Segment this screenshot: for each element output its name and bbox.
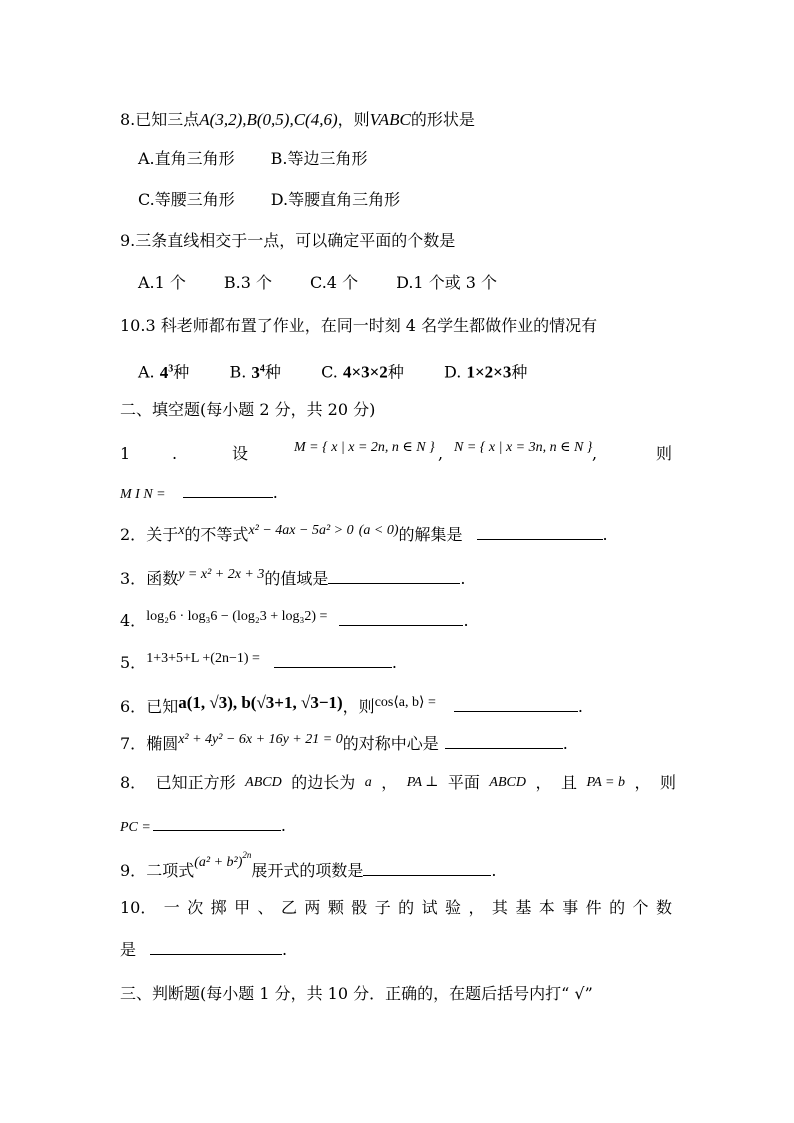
option-d-label: D. (444, 362, 462, 382)
fill-2-blank[interactable] (477, 523, 603, 540)
fill-7-t1: 椭圆 (146, 734, 179, 753)
fill-10-char: 件 (585, 898, 602, 917)
fill-10-char: 甲 (234, 898, 251, 917)
fill-1-set-m: M = { x | x = 2n, n ∈ N } (294, 440, 435, 455)
fill-8-t3: ， (381, 773, 398, 792)
option-c-label: C. (321, 362, 338, 382)
fill-2-number: 2． (120, 525, 147, 544)
question-8-points: A(3,2),B(0,5),C(4,6) (199, 110, 338, 129)
question-8-options-row1 (138, 147, 368, 171)
fill-2-t2: 的不等式 (184, 525, 249, 544)
fill-8-end: . (280, 816, 286, 835)
question-8-mid: ，则 (337, 110, 370, 129)
option-a: A.1 个 (138, 273, 186, 292)
fill-8-m2: a (364, 775, 372, 790)
fill-8-t8: 则 (659, 773, 676, 792)
question-8-triangle: VABC (369, 110, 411, 129)
fill-9-math: (a² + b²) (194, 855, 243, 870)
fill-8-t5: ， (535, 773, 552, 792)
option-c: C.等腰三角形 (138, 190, 235, 209)
fill-10-line1 (120, 896, 672, 920)
fill-10-char: 个 (632, 898, 649, 917)
question-8-options-row2 (138, 188, 400, 212)
fill-10-char: 两 (304, 898, 321, 917)
fill-1-dot: . (172, 444, 178, 463)
question-10-options (138, 357, 527, 385)
option-a-unit: 种 (173, 362, 190, 382)
fill-3-t1: 函数 (146, 569, 179, 588)
fill-10-char: 试 (421, 898, 438, 917)
fill-10-char: ， (468, 898, 485, 917)
fill-10-char: 、 (257, 898, 274, 917)
option-d-math: 1×2×3 (466, 362, 512, 382)
fill-8-lhs: PC = (120, 820, 151, 835)
fill-5 (120, 651, 397, 677)
fill-10-char: 子 (374, 898, 391, 917)
fill-2-end: . (602, 525, 608, 544)
option-b-exp: 4 (259, 363, 265, 374)
option-a-exp: 3 (168, 363, 174, 374)
fill-7-blank[interactable] (445, 732, 563, 749)
fill-8-m1: ABCD (245, 775, 282, 790)
fill-6-math2: cos⟨a, b⟩ = (374, 695, 436, 710)
fill-10-char: 数 (655, 898, 672, 917)
fill-9 (120, 850, 497, 885)
fill-8-t6: 且 (560, 773, 577, 792)
option-b-label: B. (229, 362, 247, 382)
fill-10-char: 本 (538, 898, 555, 917)
fill-10-char: 其 (491, 898, 508, 917)
fill-9-t1: 二项式 (146, 861, 195, 880)
fill-8-t7: ， (634, 773, 651, 792)
option-c-math: 4×3×2 (342, 362, 388, 382)
fill-7-end: . (562, 734, 568, 753)
question-10 (120, 314, 597, 338)
question-9 (120, 229, 455, 253)
fill-5-math: 1+3+5+L +(2n−1) = (146, 651, 260, 666)
fill-6-t1: 已知 (146, 697, 179, 716)
fill-10-char: 掷 (210, 898, 227, 917)
fill-10-char: 颗 (327, 898, 344, 917)
fill-7 (120, 732, 568, 758)
fill-1-comma2: , (592, 444, 598, 463)
fill-2-math: x² − 4ax − 5a² > 0 (248, 523, 354, 538)
fill-8-line2 (120, 814, 286, 840)
section-3-title (120, 982, 593, 1006)
section-3-heading: 三、判断题(每小题 1 分，共 10 分．正确的，在题后括号内打“ √” (120, 984, 593, 1003)
fill-10-t2: 是 (120, 940, 137, 959)
option-a-label: A. (138, 362, 155, 382)
fill-3-t2: 的值域是 (264, 569, 329, 588)
fill-1-line2 (120, 481, 278, 507)
fill-1-blank[interactable] (183, 481, 273, 498)
section-2-title (120, 398, 375, 422)
fill-10-char: 的 (609, 898, 626, 917)
fill-10-line2 (120, 938, 287, 962)
fill-5-end: . (391, 653, 398, 672)
fill-8-t2: 的边长为 (291, 773, 356, 792)
fill-6-number: 6． (120, 697, 147, 716)
option-b: B.等边三角形 (270, 149, 368, 168)
option-d: D.等腰直角三角形 (270, 190, 401, 209)
question-9-text: 9.三条直线相交于一点，可以确定平面的个数是 (120, 231, 456, 250)
fill-2-cond: (a < 0) (358, 523, 399, 538)
fill-8-number: 8． (120, 773, 147, 792)
fill-10-end: . (282, 940, 288, 959)
fill-10-char: 基 (515, 898, 532, 917)
question-8-prefix: 8.已知三点 (120, 110, 200, 129)
fill-10-char: 一 (163, 898, 180, 917)
fill-7-math: x² + 4y² − 6x + 16y + 21 = 0 (178, 732, 343, 747)
fill-9-exp: 2n (242, 850, 252, 860)
question-9-options (138, 271, 497, 295)
question-8 (120, 108, 475, 132)
fill-10-char: 10． (120, 898, 157, 917)
fill-9-number: 9． (120, 861, 147, 880)
question-10-text: 10.3 科老师都布置了作业，在同一时刻 4 名学生都做作业的情况有 (120, 316, 598, 335)
fill-3-end: . (460, 569, 466, 588)
fill-4 (120, 609, 469, 635)
fill-8-t4: 平面 (447, 773, 480, 792)
option-b: B.3 个 (223, 273, 273, 292)
fill-10-char: 事 (562, 898, 579, 917)
fill-1-comma: , (438, 444, 444, 463)
question-8-suffix: 的形状是 (410, 110, 475, 129)
fill-5-blank[interactable] (274, 651, 392, 668)
fill-8-m3: PA ⊥ (406, 775, 439, 790)
fill-1-number: 1 (120, 444, 131, 463)
fill-1-she: 设 (232, 444, 249, 463)
fill-9-blank[interactable] (363, 859, 491, 876)
fill-10-blank[interactable] (150, 938, 282, 955)
option-d-unit: 种 (511, 362, 528, 382)
fill-8-t1: 已知正方形 (155, 773, 236, 792)
fill-10-char: 次 (187, 898, 204, 917)
fill-9-end: . (491, 861, 497, 880)
fill-4-math: log₂6 · log₃6 − (log₂3 + log₃2) = (146, 609, 328, 624)
fill-10-char: 骰 (351, 898, 368, 917)
fill-2-t1: 关于 (146, 525, 179, 544)
fill-6-end: . (577, 697, 583, 716)
fill-6-t2: ，则 (342, 697, 375, 716)
fill-1-lhs: M I N = (120, 487, 166, 502)
fill-10-char: 验 (445, 898, 462, 917)
section-2-heading: 二、填空题(每小题 2 分，共 20 分) (120, 400, 376, 419)
option-b-base: 3 (251, 362, 260, 382)
fill-8-m5: PA = b (586, 775, 625, 790)
option-a-base: 4 (159, 362, 169, 382)
option-b-unit: 种 (264, 362, 281, 382)
fill-3-blank[interactable] (328, 567, 460, 584)
fill-1-end: . (272, 483, 278, 502)
fill-8-blank[interactable] (153, 814, 281, 831)
fill-6 (120, 695, 583, 721)
fill-8-m4: ABCD (489, 775, 526, 790)
fill-4-blank[interactable] (339, 609, 463, 626)
fill-3-math: y = x² + 2x + 3 (178, 567, 265, 582)
option-d: D.1 个或 3 个 (396, 273, 498, 292)
fill-7-t2: 的对称中心是 (342, 734, 439, 753)
fill-9-t2: 展开式的项数是 (251, 861, 364, 880)
fill-1-set-n: N = { x | x = 3n, n ∈ N } (454, 440, 593, 455)
fill-3 (120, 567, 466, 593)
fill-10-char: 乙 (280, 898, 297, 917)
fill-10-char: 的 (398, 898, 415, 917)
fill-6-blank[interactable] (454, 695, 578, 712)
fill-2-t3: 的解集是 (398, 525, 463, 544)
fill-2-var: x (178, 523, 185, 538)
fill-4-number: 4． (120, 611, 147, 630)
fill-5-number: 5． (120, 653, 147, 672)
option-c-unit: 种 (387, 362, 404, 382)
fill-4-end: . (463, 611, 469, 630)
fill-6-math: a(1, √3), b(√3+1, √3−1) (178, 693, 343, 712)
fill-8-line1 (120, 771, 676, 795)
fill-7-number: 7． (120, 734, 147, 753)
fill-2 (120, 523, 608, 549)
fill-1-ze: 则 (656, 444, 673, 463)
fill-3-number: 3． (120, 569, 147, 588)
option-c: C.4 个 (310, 273, 359, 292)
option-a: A.直角三角形 (138, 149, 235, 168)
